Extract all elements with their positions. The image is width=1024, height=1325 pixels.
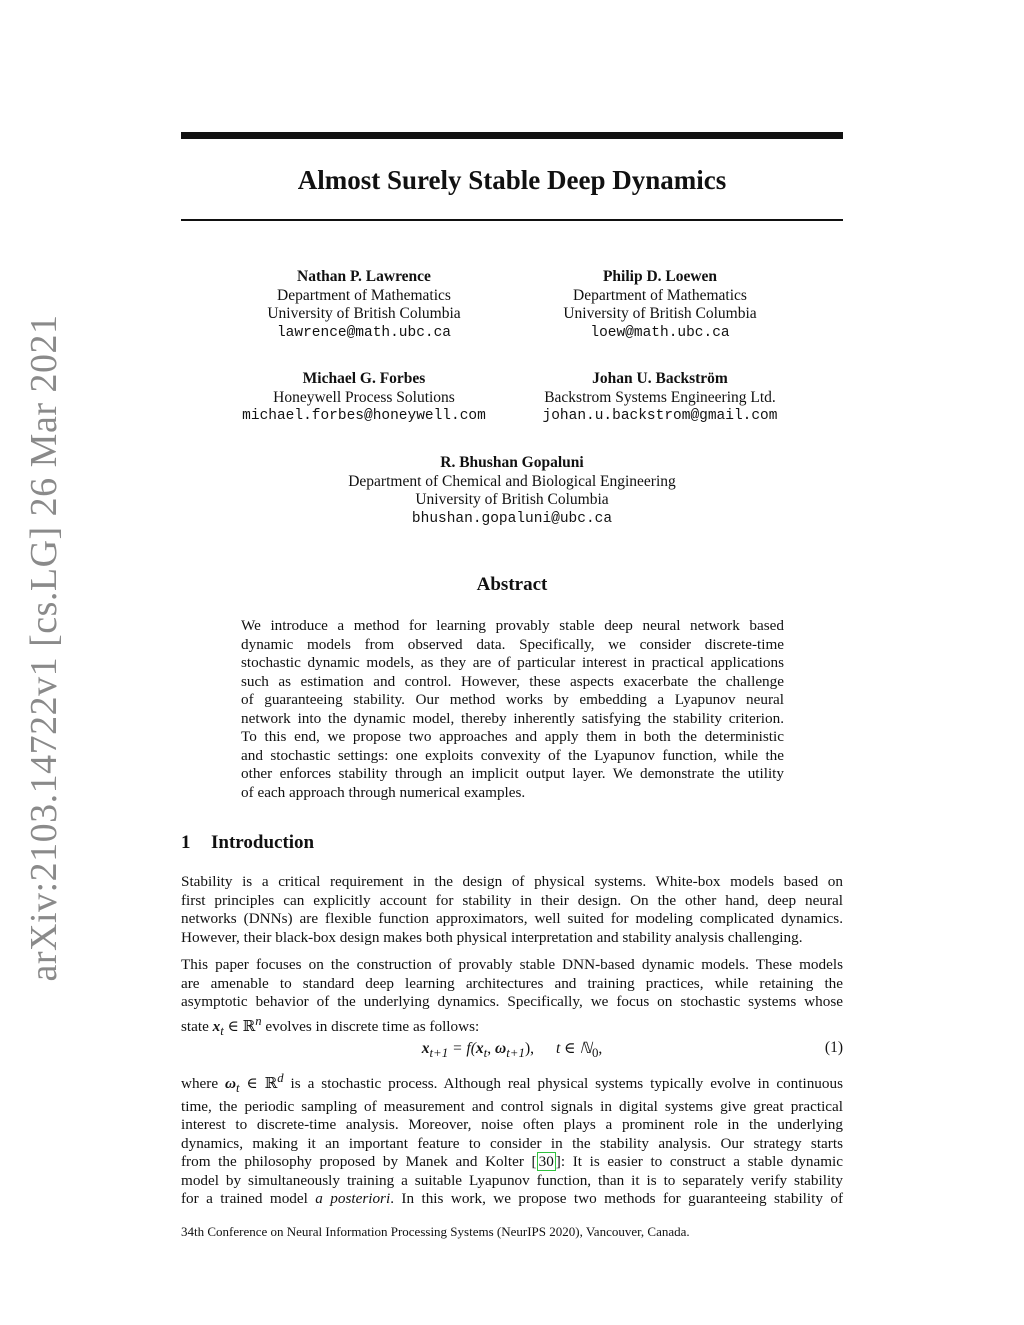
text-line: time, the periodic sampling of measurement and control signals in digital systems give great practical	[181, 1097, 843, 1115]
author-block	[312, 454, 712, 528]
abstract-text	[241, 617, 784, 802]
equation-number: (1)	[824, 1039, 843, 1056]
text-line: dynamic models from observed data. Specifically, we consider discrete-time	[241, 635, 784, 653]
text-line: where $\omega_t$ ∈ ℝ$^d$ is a stochastic process. Although real physical systems typically evolve in continuous	[181, 1071, 844, 1096]
text-line: However, their black-box design makes both physical interpretation and stability analysis challenging.	[181, 928, 803, 946]
math-sub: t	[220, 1023, 224, 1038]
text-line: and stochastic settings: one exploits convexity of the Lyapunov function, while the	[241, 746, 784, 764]
author-affiliation: Department of Mathematics	[573, 286, 747, 304]
text-line: of each approach through numerical examples.	[241, 783, 526, 801]
text-line: asymptotic behavior of the underlying dynamics. Specifically, we focus on stochastic systems whose	[181, 993, 843, 1010]
text-line: such as estimation and control. However, these aspects exacerbate the challenge	[241, 672, 784, 690]
author-affiliation: Backstrom Systems Engineering Ltd.	[544, 388, 776, 406]
math-var: ω	[225, 1075, 237, 1093]
math-var: x	[212, 1017, 221, 1035]
text-line: model by simultaneously training a suitable Lyapunov function, than it is to separately verify stability	[181, 1171, 843, 1189]
section-title: Introduction	[211, 832, 315, 853]
text-line: This paper focuses on the construction of provably stable DNN-based dynamic models. These models	[181, 956, 843, 973]
text-line: Stability is a critical requirement in the design of physical systems. White-box models based on	[181, 873, 843, 890]
title-bottom-rule	[181, 219, 843, 221]
text-line: dynamics, making it an important feature to consider in the stability analysis. Our strategy starts	[181, 1134, 843, 1152]
text-line: first principles can explicitly account for stability in their design. On the other hand, deep neural	[181, 891, 843, 909]
paragraph	[181, 873, 843, 947]
equation-1	[181, 1039, 843, 1059]
author-affiliation: Department of Mathematics	[277, 286, 451, 304]
section-number: 1	[181, 832, 191, 853]
text-line: are amenable to standard deep learning architectures and training practices, while retaining the	[181, 974, 843, 992]
author-email[interactable]: michael.forbes@honeywell.com	[242, 408, 486, 424]
text-line: To this end, we propose two approaches and apply them in both the deterministic	[241, 728, 784, 745]
text-line: network into the dynamic model, thereby inherently satisfying the stability criterion.	[241, 709, 784, 727]
text-line: state $x_t$ ∈ ℝ$^n$ evolves in discrete time as follows:	[181, 1013, 480, 1038]
author-name: Nathan P. Lawrence	[297, 268, 431, 285]
title-top-rule	[181, 132, 843, 139]
section-heading	[181, 831, 314, 855]
author-block	[520, 370, 800, 426]
author-name: R. Bhushan Gopaluni	[440, 454, 584, 471]
text-line: networks (DNNs) are flexible function approximators, well suited for modeling complicated dynamics.	[181, 910, 843, 927]
author-affiliation: University of British Columbia	[267, 305, 461, 322]
conference-footnote: 34th Conference on Neural Information Processing Systems (NeurIPS 2020), Vancouver, Canada.	[181, 1224, 690, 1239]
author-affiliation: Honeywell Process Solutions	[273, 388, 455, 406]
author-name: Philip D. Loewen	[602, 268, 718, 285]
paragraph	[181, 956, 843, 1040]
author-name: Michael G. Forbes	[302, 370, 426, 387]
text-line: for a trained model a posteriori. In this work, we propose two methods for guaranteeing stability of	[181, 1190, 843, 1208]
paragraph	[181, 1069, 843, 1209]
text-fragment: evolves in discrete time as follows:	[261, 1017, 480, 1035]
abstract-heading: Abstract	[476, 574, 548, 595]
author-name: Johan U. Backström	[592, 370, 728, 387]
author-block	[234, 268, 494, 342]
text-line: interest to discrete-time analysis. Moreover, noise often plays a prominent role in the underlying	[181, 1116, 843, 1134]
author-affiliation: Department of Chemical and Biological Engineering	[348, 472, 676, 490]
citation-link[interactable]: 30	[538, 1153, 554, 1171]
equation-expression: $x_{t+1} = f(x_t$, $\omega_{t+1}$), t ∈ ℕ$_0$,	[421, 1040, 603, 1061]
text-line: stochastic dynamic models, as they are of particular interest in practical applications	[241, 654, 784, 671]
paper-title: Almost Surely Stable Deep Dynamics	[297, 165, 727, 195]
author-block	[224, 370, 504, 426]
math-sup: n	[255, 1013, 262, 1028]
arxiv-stamp: arXiv:2103.14722v1 [cs.LG] 26 Mar 2021	[23, 314, 65, 982]
author-email[interactable]: loew@math.ubc.ca	[590, 324, 730, 341]
author-affiliation: University of British Columbia	[415, 491, 609, 508]
text-line: other enforces stability through an implicit output layer. We demonstrate the utility	[241, 765, 784, 782]
author-email[interactable]: lawrence@math.ubc.ca	[276, 324, 452, 341]
text-line: We introduce a method for learning provably stable deep neural network based	[241, 617, 784, 634]
text-line: from the philosophy proposed by Manek and Kolter [ 30 ]: It is easier to construct a stable dynamic	[181, 1153, 844, 1171]
author-block	[530, 268, 790, 342]
author-email[interactable]: bhushan.gopaluni@ubc.ca	[411, 510, 613, 527]
author-affiliation: University of British Columbia	[563, 305, 757, 322]
math-rel: ∈ ℝ	[223, 1017, 256, 1035]
text-line: of guaranteeing stability. Our method works by embedding a Lyapunov neural	[241, 691, 784, 708]
author-email[interactable]: johan.u.backstrom@gmail.com	[542, 408, 778, 424]
